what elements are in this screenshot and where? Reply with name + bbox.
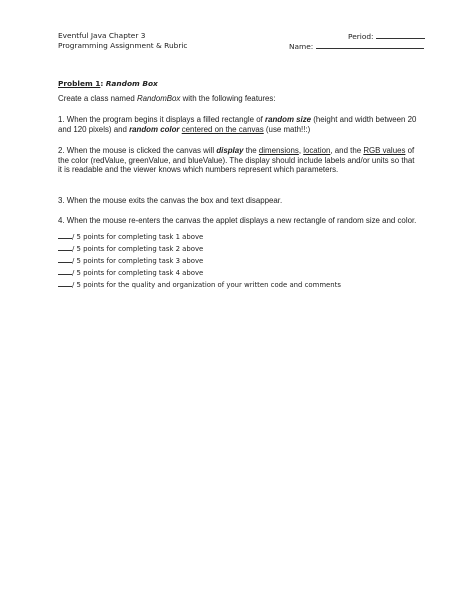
task-2 bbox=[58, 146, 416, 175]
problem-heading bbox=[58, 79, 158, 88]
task-2-text-c: , and the bbox=[330, 146, 364, 155]
problem-colon: : bbox=[100, 79, 104, 88]
task-3 bbox=[58, 196, 418, 206]
name-blank-line bbox=[316, 41, 424, 49]
intro-before: Create a class named bbox=[58, 94, 137, 103]
rubric-item bbox=[58, 267, 341, 279]
task-1-centered: centered on the canvas bbox=[181, 124, 264, 134]
score-blank-line bbox=[58, 255, 72, 263]
task-2-text-d: of the color (redValue, greenValue, and blueValue). The display should include labels and/or units so that it is readable and the viewer knows which numbers represent which parameters. bbox=[58, 146, 415, 175]
rubric-item bbox=[58, 255, 341, 267]
score-blank-line bbox=[58, 243, 72, 251]
intro-class-name: RandomBox bbox=[136, 94, 181, 103]
score-blank-line bbox=[58, 267, 72, 275]
task-1-text-a: 1. When the program begins it displays a filled rectangle of bbox=[58, 115, 266, 124]
task-2-dimensions: dimensions bbox=[258, 146, 299, 155]
task-2-location: location bbox=[303, 146, 331, 155]
rubric-item bbox=[58, 279, 341, 291]
task-2-display: display bbox=[216, 146, 244, 155]
task-1-text-c: (use math!!:) bbox=[263, 124, 311, 134]
score-blank-line bbox=[58, 231, 72, 239]
task-4 bbox=[58, 216, 428, 226]
period-label: Period: bbox=[348, 32, 374, 41]
task-2-text-b: the bbox=[243, 146, 259, 155]
name-field bbox=[289, 41, 424, 51]
task-2-comma: , bbox=[298, 146, 304, 155]
rubric-item-text: / 5 points for the quality and organization of your written code and comments bbox=[72, 281, 341, 289]
score-blank-line bbox=[58, 279, 72, 287]
period-blank-line bbox=[376, 31, 425, 39]
rubric-item-text: / 5 points for completing task 3 above bbox=[72, 257, 204, 265]
task-2-text-a: 2. When the mouse is clicked the canvas will bbox=[58, 146, 217, 155]
rubric-list bbox=[58, 231, 341, 291]
name-label: Name: bbox=[289, 42, 314, 51]
problem-title: Random Box bbox=[105, 79, 158, 88]
task-2-rgb-values: RGB values bbox=[363, 146, 406, 155]
task-1-random-size: random size bbox=[265, 115, 312, 124]
rubric-item bbox=[58, 243, 341, 255]
problem-label: Problem 1 bbox=[58, 79, 101, 88]
task-1 bbox=[58, 115, 418, 134]
course-title: Eventful Java Chapter 3 bbox=[58, 31, 146, 40]
rubric-item-text: / 5 points for completing task 1 above bbox=[72, 233, 204, 241]
task-4-text: 4. When the mouse re-enters the canvas the applet displays a new rectangle of random size and color. bbox=[58, 216, 417, 225]
intro-text bbox=[58, 94, 418, 104]
task-3-text: 3. When the mouse exits the canvas the box and text disappear. bbox=[58, 196, 283, 205]
task-1-random-color: random color bbox=[129, 124, 180, 134]
task-1-text-b: (height and width between 20 and 120 pixels) and bbox=[58, 115, 417, 134]
assignment-title: Programming Assignment & Rubric bbox=[58, 41, 188, 50]
rubric-item bbox=[58, 231, 341, 243]
period-field bbox=[348, 31, 425, 41]
rubric-item-text: / 5 points for completing task 4 above bbox=[72, 269, 204, 277]
rubric-item-text: / 5 points for completing task 2 above bbox=[72, 245, 204, 253]
intro-after: with the following features: bbox=[180, 94, 276, 103]
